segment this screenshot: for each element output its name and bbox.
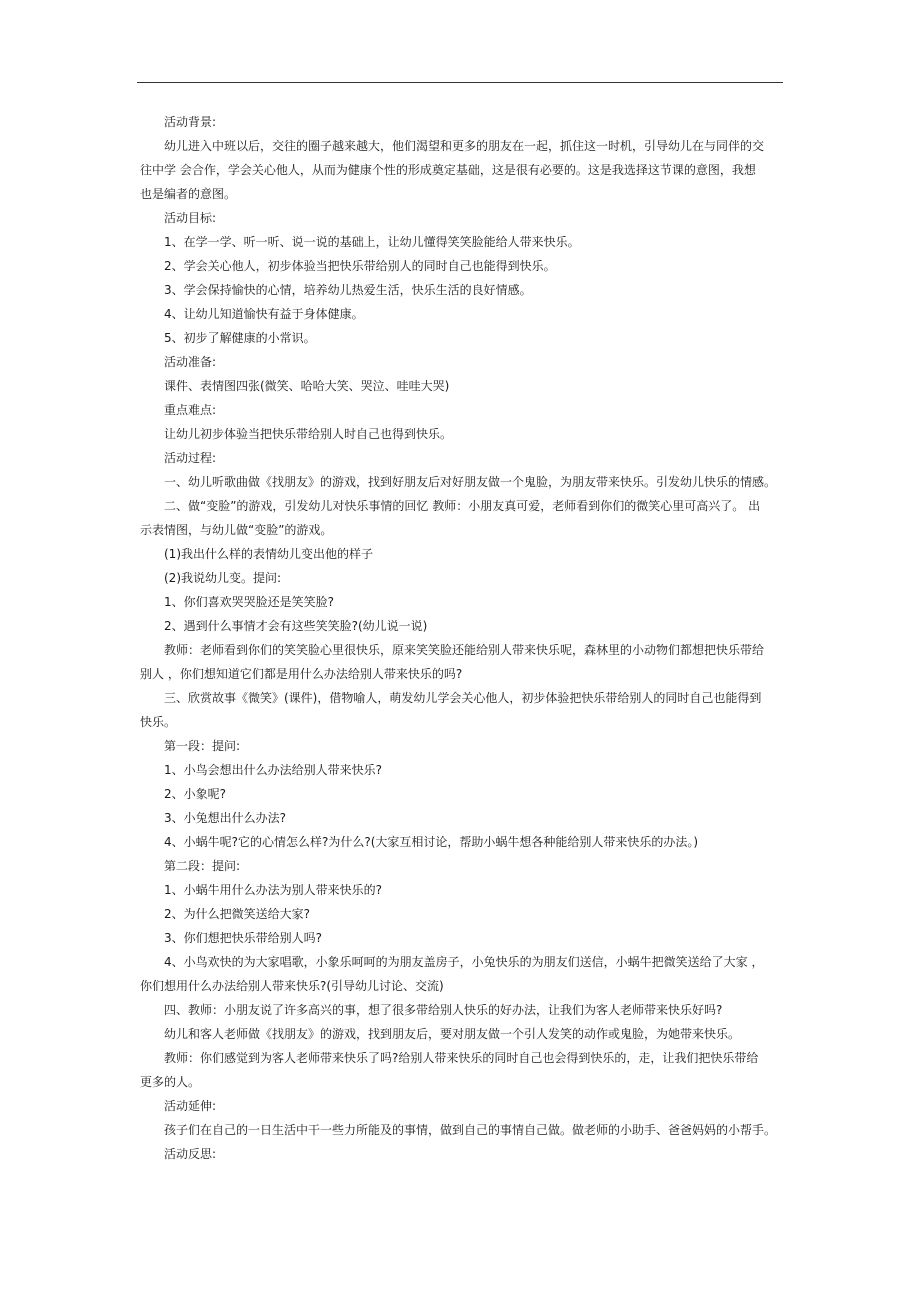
text-line: 1、在学一学、听一听、说一说的基础上，让幼儿懂得笑笑脸能给人带来快乐。 [164, 235, 580, 249]
text-line: 三、欣赏故事《微笑》(课件)，借物喻人，萌发幼儿学会关心他人，初步体验把快乐带给别人的同时自己也能得到 [164, 691, 762, 705]
text-line: 2、小象呢? [164, 787, 227, 801]
text-line: 3、你们想把快乐带给别人吗? [164, 931, 323, 945]
text-line: 活动背景: [164, 115, 217, 129]
text-line: 活动反思: [164, 1147, 217, 1161]
text-line: 二、做“变脸”的游戏，引发幼儿对快乐事情的回忆 教师：小朋友真可爱，老师看到你们的微笑心里可高兴了。 出 [164, 499, 761, 513]
text-line: 2、学会关心他人，初步体验当把快乐带给别人的同时自己也能得到快乐。 [164, 259, 556, 273]
text-line: 孩子们在自己的一日生活中干一些力所能及的事情，做到自己的事情自己做。做老师的小助手、爸爸妈妈的小帮手。 [164, 1123, 777, 1137]
text-line: 重点难点: [164, 403, 217, 417]
text-line: 2、为什么把微笑送给大家? [164, 907, 311, 921]
text-line: 也是编者的意图。 [140, 187, 237, 201]
text-line: 3、小兔想出什么办法? [164, 811, 287, 825]
text-line: 活动过程: [164, 451, 217, 465]
text-line: 快乐。 [140, 715, 177, 729]
document-body [140, 110, 780, 1166]
text-line: 3、学会保持愉快的心情，培养幼儿热爱生活，快乐生活的良好情感。 [164, 283, 532, 297]
text-line: 1、小蜗牛用什么办法为别人带来快乐的? [164, 883, 383, 897]
text-line: 别人 ，你们想知道它们都是用什么办法给别人带来快乐的吗? [140, 667, 463, 681]
text-line: 活动准备: [164, 355, 217, 369]
text-line: 教师：老师看到你们的笑笑脸心里很快乐，原来笑笑脸还能给别人带来快乐呢，森林里的小动物们都想把快乐带给 [164, 643, 765, 657]
text-line: 往中学 会合作，学会关心他人，从而为健康个性的形成奠定基础，这是很有必要的。这是我选择这节课的意图，我想 [140, 163, 756, 177]
text-line: 让幼儿初步体验当把快乐带给别人时自己也得到快乐。 [164, 427, 453, 441]
text-line: 幼儿进入中班以后，交往的圈子越来越大，他们渴望和更多的朋友在一起，抓住这一时机，引导幼儿在与同伴的交 [164, 139, 765, 153]
text-line: 你们想用什么办法给别人带来快乐?(引导幼儿讨论、交流) [140, 979, 444, 993]
text-line: 四、教师：小朋友说了许多高兴的事，想了很多带给别人快乐的好办法，让我们为客人老师带来快乐好吗? [164, 1003, 723, 1017]
text-line: 幼儿和客人老师做《找朋友》的游戏，找到朋友后，要对朋友做一个引人发笑的动作或鬼脸，为她带来快乐。 [164, 1027, 741, 1041]
text-line: 4、让幼儿知道愉快有益于身体健康。 [164, 307, 364, 321]
text-line: 一、幼儿听歌曲做《找朋友》的游戏，找到好朋友后对好朋友做一个鬼脸，为朋友带来快乐。引发幼儿快乐的情感。 [164, 475, 777, 489]
text-line: 1、你们喜欢哭哭脸还是笑笑脸? [164, 595, 335, 609]
text-line: 第一段：提问: [164, 739, 241, 753]
text-line: 教师：你们感觉到为客人老师带来快乐了吗?给别人带来快乐的同时自己也会得到快乐的，走，让我们把快乐带给 [164, 1051, 759, 1065]
text-line: 示表情图，与幼儿做“变脸”的游戏。 [140, 523, 333, 537]
text-line: 课件、表情图四张(微笑、哈哈大笑、哭泣、哇哇大哭) [164, 379, 450, 393]
text-line: 1、小鸟会想出什么办法给别人带来快乐? [164, 763, 383, 777]
text-line: 4、小蜗牛呢?它的心情怎么样?为什么?(大家互相讨论，帮助小蜗牛想各种能给别人带来快乐的办法。) [164, 835, 699, 849]
text-line: (1)我出什么样的表情幼儿变出他的样子 [164, 547, 373, 561]
text-line: 活动目标: [164, 211, 217, 225]
text-line: 第二段：提问: [164, 859, 241, 873]
text-line: 2、遇到什么事情才会有这些笑笑脸?(幼儿说一说) [164, 619, 428, 633]
text-line: 更多的人。 [140, 1075, 201, 1089]
text-line: (2)我说幼儿变。提问: [164, 571, 282, 585]
text-line: 活动延伸: [164, 1099, 217, 1113]
text-line: 5、初步了解健康的小常识。 [164, 331, 316, 345]
header-rule [137, 82, 783, 83]
text-line: 4、小鸟欢快的为大家唱歌，小象乐呵呵的为朋友盖房子，小兔快乐的为朋友们送信，小蜗牛把微笑送给了大家 ， [164, 955, 764, 969]
